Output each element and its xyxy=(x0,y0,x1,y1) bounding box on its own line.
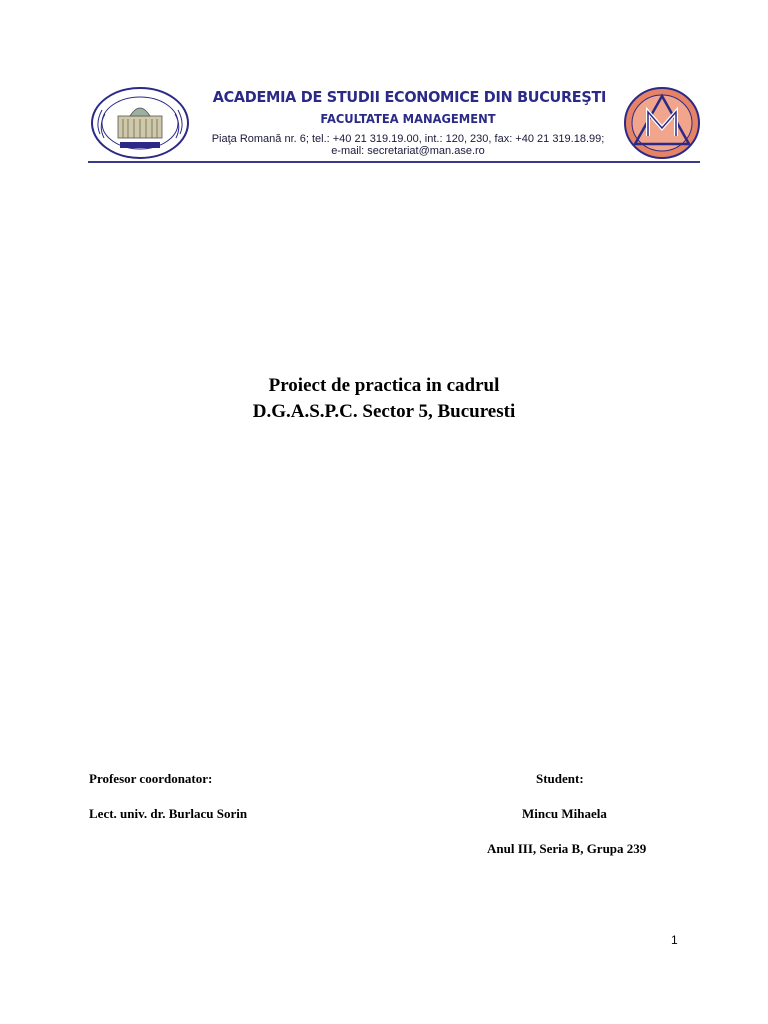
coordinator-label: Profesor coordonator: xyxy=(89,771,213,786)
page-number: 1 xyxy=(671,933,678,947)
address-line: Piaţa Romană nr. 6; tel.: +40 21 319.19.00, int.: 120, 230, fax: +40 21 319.18.99; xyxy=(211,133,605,145)
document-title-line2: D.G.A.S.P.C. Sector 5, Bucuresti xyxy=(252,401,516,422)
letterhead xyxy=(88,84,700,164)
student-name: Mincu Mihaela xyxy=(522,806,607,821)
management-faculty-logo xyxy=(623,86,701,160)
email-line: e-mail: secretariat@man.ase.ro xyxy=(331,145,485,157)
ase-seal-logo xyxy=(90,86,190,160)
document-title-line1: Proiect de practica in cadrul xyxy=(268,375,500,396)
student-group: Anul III, Seria B, Grupa 239 xyxy=(487,841,647,856)
institution-name: ACADEMIA DE STUDII ECONOMICE DIN BUCUREŞTI xyxy=(212,88,607,106)
student-label: Student: xyxy=(536,771,584,786)
header-rule xyxy=(88,161,700,163)
coordinator-name: Lect. univ. dr. Burlacu Sorin xyxy=(89,806,248,821)
faculty-name: FACULTATEA MANAGEMENT xyxy=(320,111,496,126)
